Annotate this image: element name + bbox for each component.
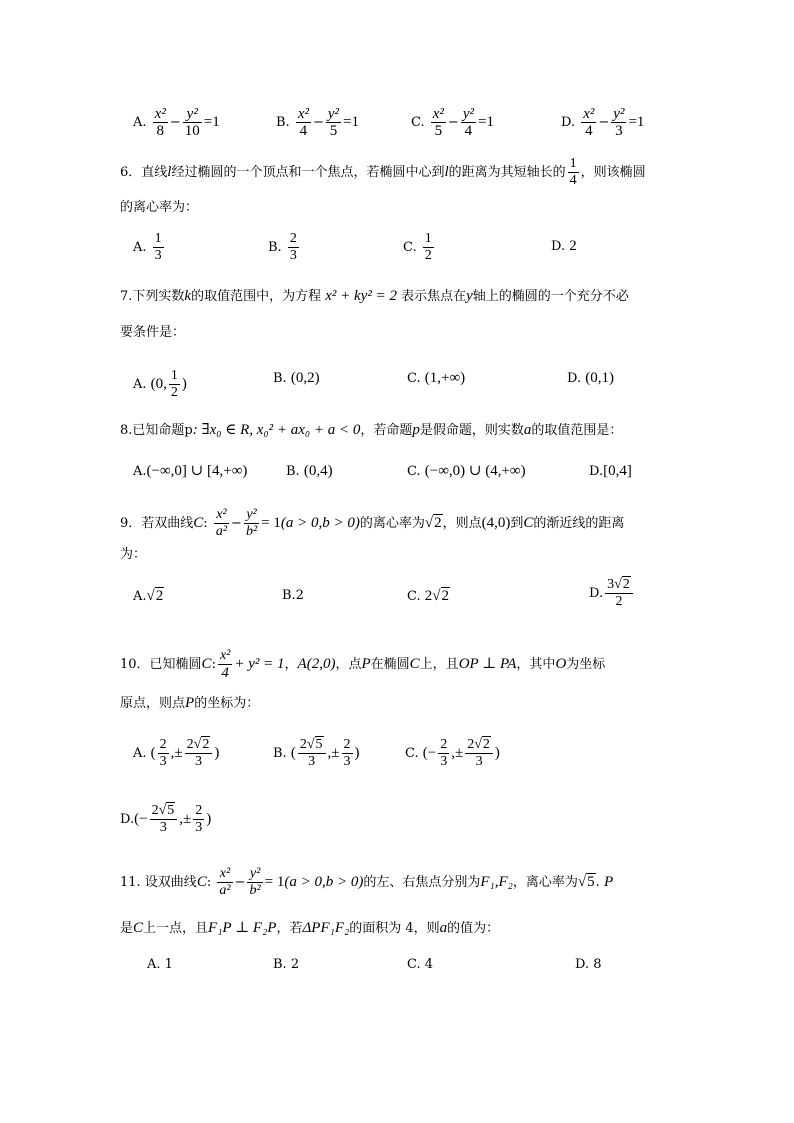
sqrt: √2	[424, 515, 442, 531]
q8-option-a[interactable]: A.(−∞,0] ∪ [4,+∞)	[133, 463, 248, 479]
fraction: $\frac{\text{x²}}{8}$	[154, 106, 166, 139]
q10-stem: 10．已知椭圆C: $\frac{\text{x²}}{4}$ + y² = 1，A(2,0)，点P在椭圆C上，且OP ⊥ PA，其中O为坐标	[120, 648, 606, 681]
q6-option-b[interactable]: B. $\frac{2}{3}$	[268, 231, 297, 263]
q8-option-c[interactable]: C. (−∞,0) ∪ (4,+∞)	[407, 463, 526, 479]
q9-stem: 9．若双曲线C: $\frac{\text{x²}}{\text{a²}}$ − $\frac{\text{y²}}{\text{b²}}$ = 1(a > 0,b > 0)的离心率为√2，则点(4,0)到C的渐近线的距离	[120, 507, 625, 539]
q8-option-b[interactable]: B. (0,4)	[286, 463, 333, 479]
fraction: $\frac{\text{x²}}{4}$	[297, 106, 309, 139]
q9-option-d[interactable]: D. $\frac{3√2}{2}$	[589, 577, 635, 610]
option-label: A.	[133, 115, 147, 130]
q6-stem: 6．直线l经过椭圆的一个顶点和一个焦点，若椭圆中心到l的距离为其短轴长的 $\frac{1}{4}$ ，则该椭圆	[120, 156, 646, 188]
fraction: $\frac{\text{x²}}{5}$	[432, 106, 444, 139]
q11-stem-line2: 是C上一点，且F₁P ⊥ F₂P，若ΔPF₁F₂的面积为 4，则a的值为：	[120, 920, 500, 936]
fraction: $\frac{\text{y²}}{3}$	[613, 106, 625, 139]
q5-option-a[interactable]: A. $\frac{\text{x²}}{8}$ − $\frac{\text{y²}}{10}$ =1	[133, 106, 220, 139]
q9-option-c[interactable]: C. 2√2	[407, 588, 449, 604]
q9-option-a[interactable]: A.√2	[133, 588, 164, 604]
q10-option-a[interactable]: A. ( $\frac{2}{3}$ ,± $\frac{2√2}{3}$ )	[133, 737, 220, 769]
q7-option-a[interactable]: A. (0, $\frac{1}{2}$ )	[133, 368, 187, 400]
q10-option-d[interactable]: D.(− $\frac{2√5}{3}$ ,± $\frac{2}{3}$ )	[120, 803, 212, 835]
q8-option-d[interactable]: D.[0,4]	[589, 463, 632, 479]
q9-option-b[interactable]: B.2	[282, 588, 304, 603]
option-label: B.	[276, 115, 290, 130]
q11-option-c[interactable]: C. 4	[407, 957, 434, 972]
q7-option-c[interactable]: C. (1,+∞)	[407, 370, 466, 386]
option-label: C.	[411, 115, 425, 130]
q9-stem-line2: 为：	[120, 547, 147, 562]
q7-stem-line2: 要条件是：	[120, 325, 186, 340]
q10-stem-line2: 原点，则点P的坐标为：	[120, 695, 260, 711]
q11-option-a[interactable]: A. 1	[147, 957, 173, 972]
q5-option-b[interactable]: B. $\frac{\text{x²}}{4}$ − $\frac{\text{y²}}{5}$ =1	[276, 106, 360, 139]
fraction: $\frac{\text{x²}}{4}$	[583, 106, 595, 139]
fraction: $\frac{\text{y²}}{4}$	[462, 106, 474, 139]
q6-option-c[interactable]: C. $\frac{1}{2}$	[403, 231, 432, 263]
q10-option-b[interactable]: B. ( $\frac{2√5}{3}$ ,± $\frac{2}{3}$ )	[273, 737, 360, 769]
q11-stem: 11. 设双曲线C: $\frac{\text{x²}}{\text{a²}}$ − $\frac{\text{y²}}{\text{b²}}$ = 1(a > 0,b > 0)的左、右焦点分别为F₁,F₂，离心率为√5. P	[120, 866, 614, 898]
q11-option-b[interactable]: B. 2	[273, 957, 300, 972]
q7-option-b[interactable]: B. (0,2)	[273, 370, 320, 386]
q5-option-d[interactable]: D. $\frac{\text{x²}}{4}$ − $\frac{\text{y²}}{3}$ =1	[561, 106, 645, 139]
fraction: $\frac{\text{y²}}{10}$	[184, 106, 200, 139]
q8-stem: 8.已知命题p: ∃x₀ ∈ R, x₀² + ax₀ + a < 0，若命题p是假命题，则实数a的取值范围是：	[120, 422, 623, 438]
q11-option-d[interactable]: D. 8	[575, 957, 602, 972]
q10-option-c[interactable]: C. (− $\frac{2}{3}$ ,± $\frac{2√2}{3}$ )	[405, 737, 500, 769]
q6-option-a[interactable]: A. $\frac{1}{3}$	[133, 231, 162, 263]
q6-stem-line2: 的离心率为：	[120, 200, 199, 215]
q6-option-d[interactable]: D. 2	[551, 238, 577, 254]
q7-option-d[interactable]: D. (0,1)	[567, 370, 614, 386]
q5-option-c[interactable]: C. $\frac{\text{x²}}{5}$ − $\frac{\text{y²}}{4}$ =1	[411, 106, 494, 139]
fraction: $\frac{1}{4}$	[569, 156, 577, 188]
option-label: D.	[561, 115, 576, 130]
q7-stem: 7.下列实数k的取值范围中，为方程 x² + ky² = 2 表示焦点在y轴上的椭圆的一个充分不必	[120, 288, 629, 304]
fraction: $\frac{\text{y²}}{5}$	[327, 106, 340, 139]
